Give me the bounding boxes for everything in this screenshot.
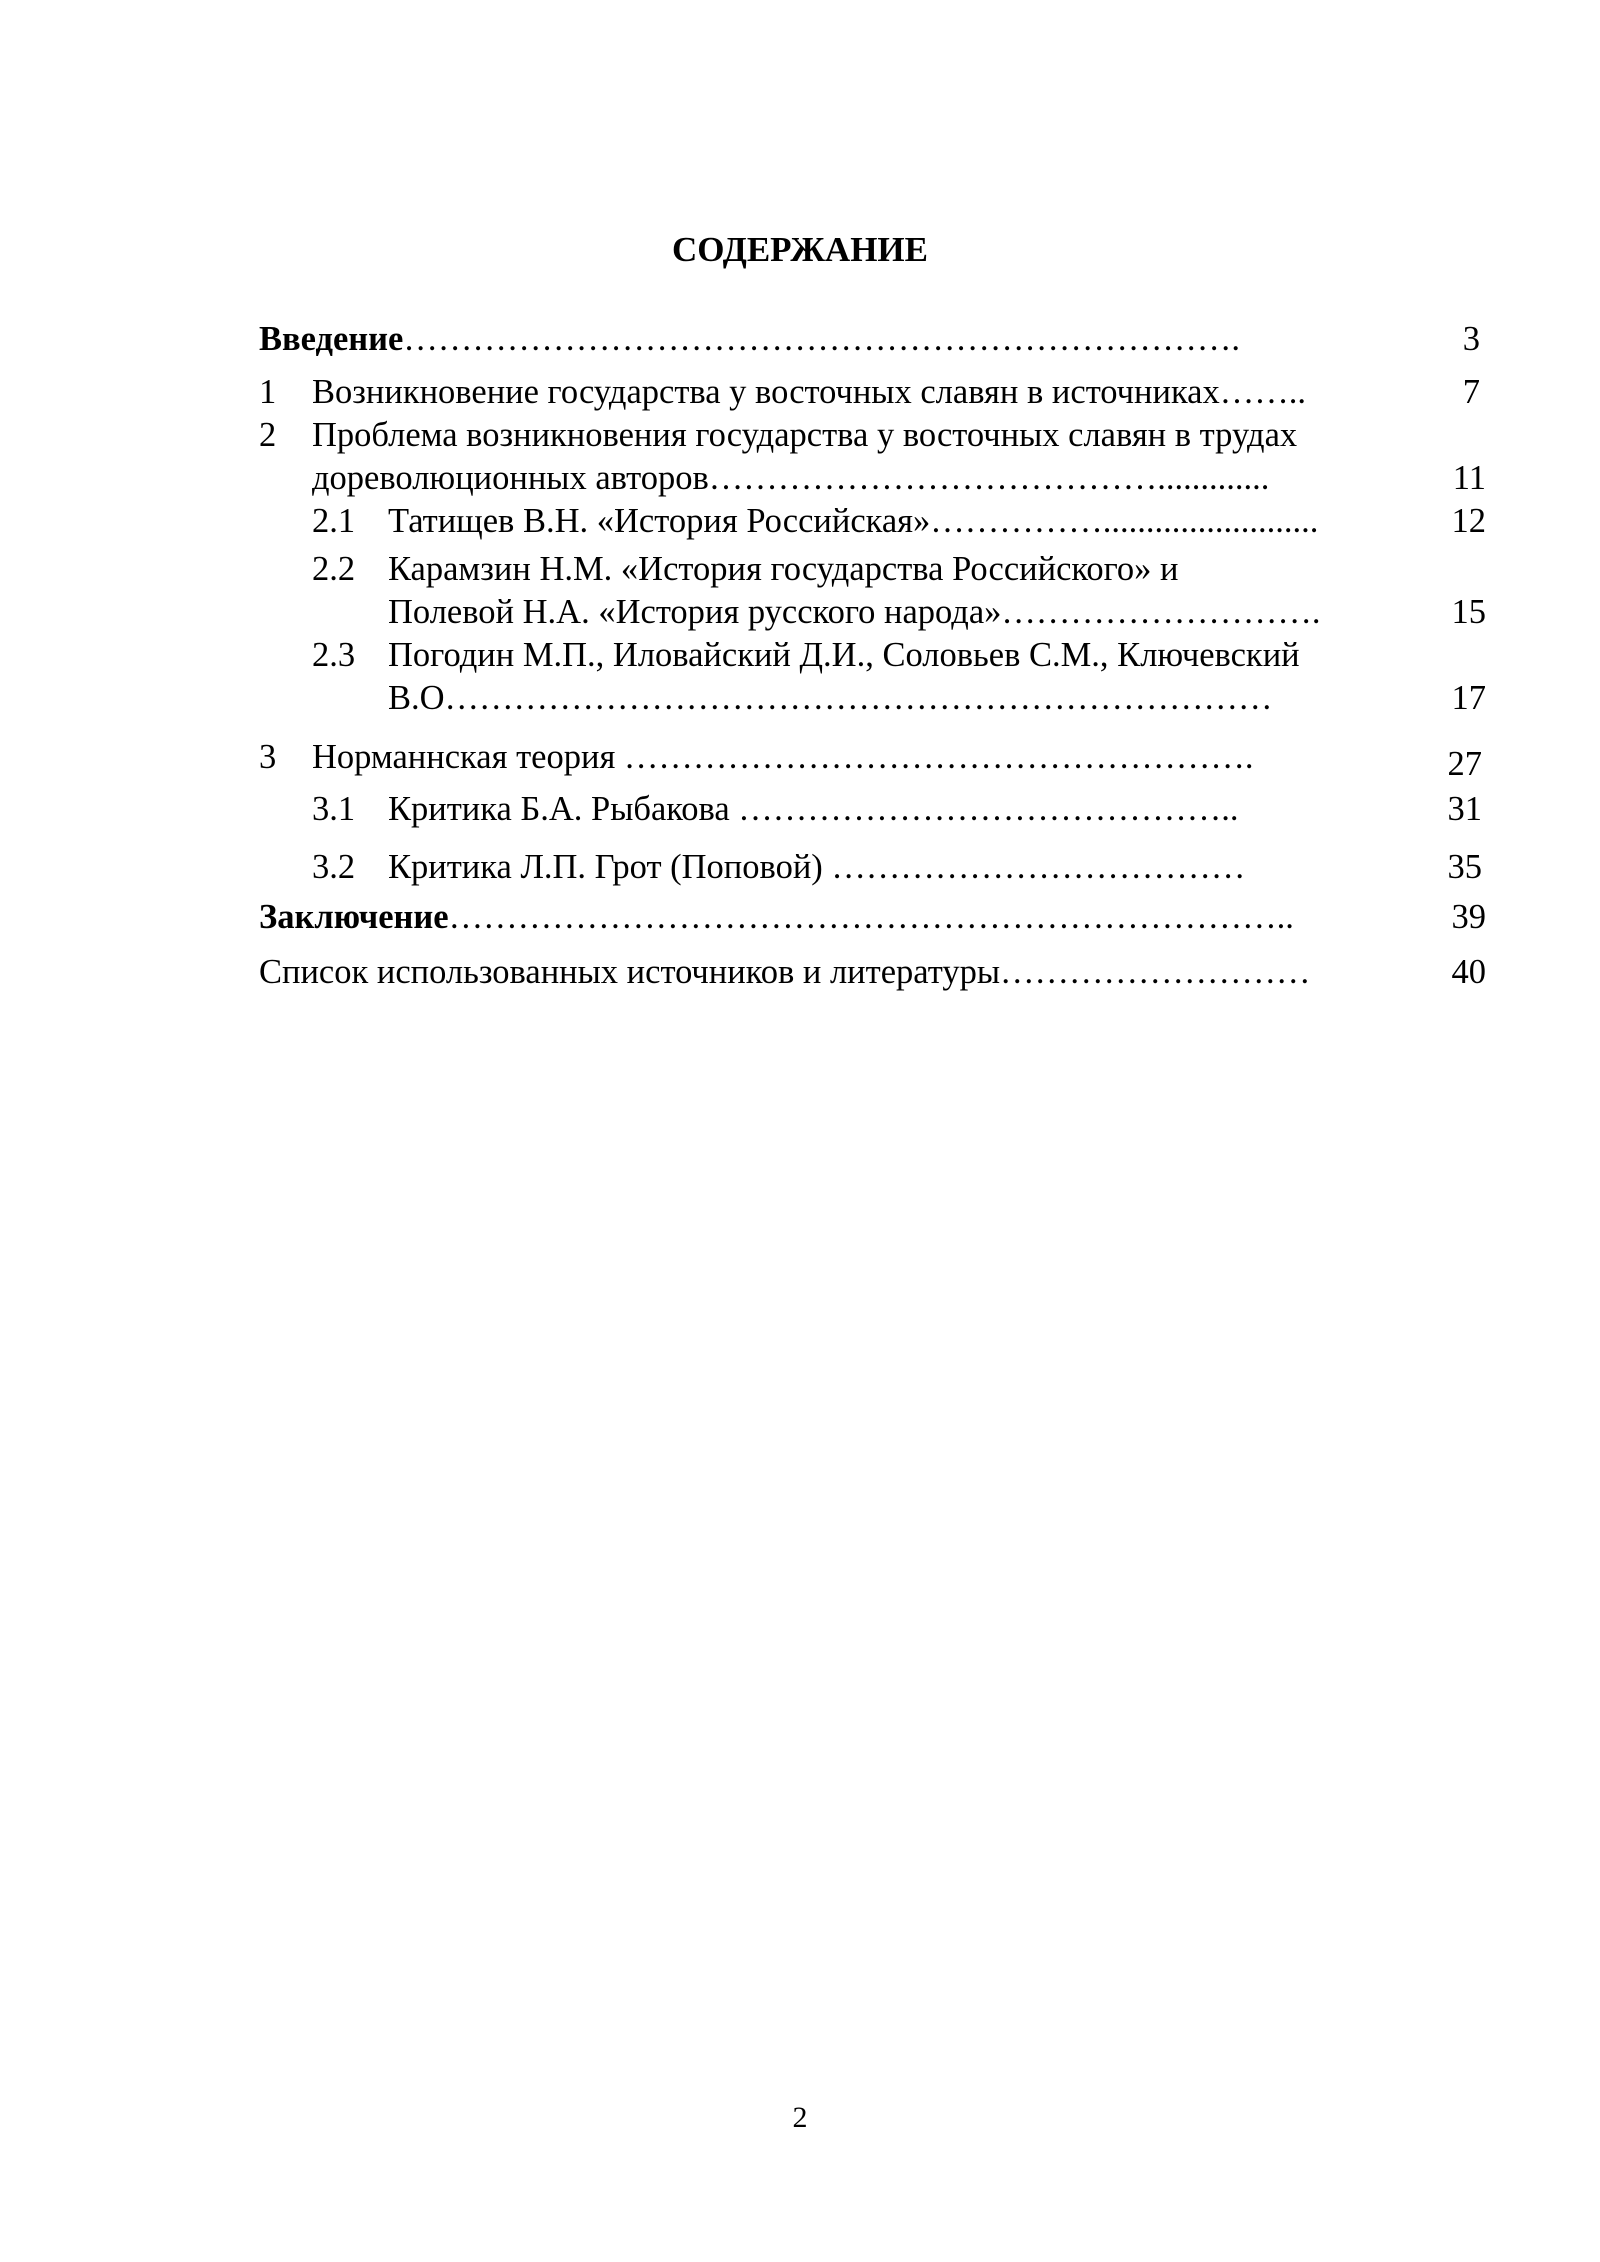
toc-entry-conclusion (259, 900, 1294, 935)
toc-entry-title: Проблема возникновения государства у восточных славян в трудах (312, 416, 1298, 454)
toc-page-number: 31 (1447, 790, 1482, 828)
toc-page-number: 15 (1451, 593, 1486, 631)
toc-page-number: 39 (1451, 898, 1486, 936)
toc-entry-number: 2 (259, 416, 277, 454)
toc-entry-introduction (259, 322, 1240, 357)
toc-entry-title-continued: В.О……………………………………………………………… (388, 679, 1273, 717)
toc-page-number: 35 (1447, 848, 1482, 886)
toc-entry-number: 2.2 (312, 550, 356, 588)
toc-entry-number: 2.1 (312, 502, 356, 540)
toc-entry-title: Татищев В.Н. «История Российская»……………......................... (388, 502, 1319, 540)
toc-entry-title: Погодин М.П., Иловайский Д.И., Соловьев С.М., Ключевский (388, 636, 1300, 674)
toc-entry-title: Норманнская теория ………………………………………………. (312, 738, 1254, 776)
toc-page-number: 27 (1447, 745, 1482, 783)
toc-page-number: 17 (1451, 679, 1486, 717)
toc-entry-title: Возникновение государства у восточных славян в источниках…….. (312, 373, 1306, 411)
toc-entry-bibliography: Список использованных источников и литературы……………………… (259, 953, 1311, 991)
toc-entry-title: Критика Б.А. Рыбакова …………………………………….. (388, 790, 1239, 828)
toc-entry-title-continued: дореволюционных авторов…………………………………............. (312, 459, 1270, 497)
toc-entry-number: 1 (259, 373, 277, 411)
toc-entry-title-continued: Полевой Н.А. «История русского народа»………………………. (388, 593, 1321, 631)
toc-page-number: 11 (1452, 459, 1486, 497)
toc-entry-title: Карамзин Н.М. «История государства Российского» и (388, 550, 1179, 588)
footer-page-number: 2 (792, 2101, 808, 2134)
toc-entry-number: 3.2 (312, 848, 356, 886)
toc-entry-title: Введение (259, 320, 404, 358)
toc-entry-number: 3 (259, 738, 277, 776)
toc-page-number: 40 (1451, 953, 1486, 991)
toc-entry-number: 2.3 (312, 636, 356, 674)
toc-page-number: 7 (1462, 373, 1480, 411)
toc-entry-title: Заключение (259, 898, 449, 936)
toc-leader: ……………………………………………………………….. (448, 898, 1294, 936)
toc-entry-title: Критика Л.П. Грот (Поповой) ……………………………… (388, 848, 1246, 886)
toc-page-number: 3 (1462, 320, 1480, 358)
toc-leader: ………………………………………………………………. (403, 320, 1240, 358)
toc-page-number: 12 (1451, 502, 1486, 540)
page-title: СОДЕРЖАНИЕ (671, 230, 928, 269)
toc-entry-number: 3.1 (312, 790, 356, 828)
